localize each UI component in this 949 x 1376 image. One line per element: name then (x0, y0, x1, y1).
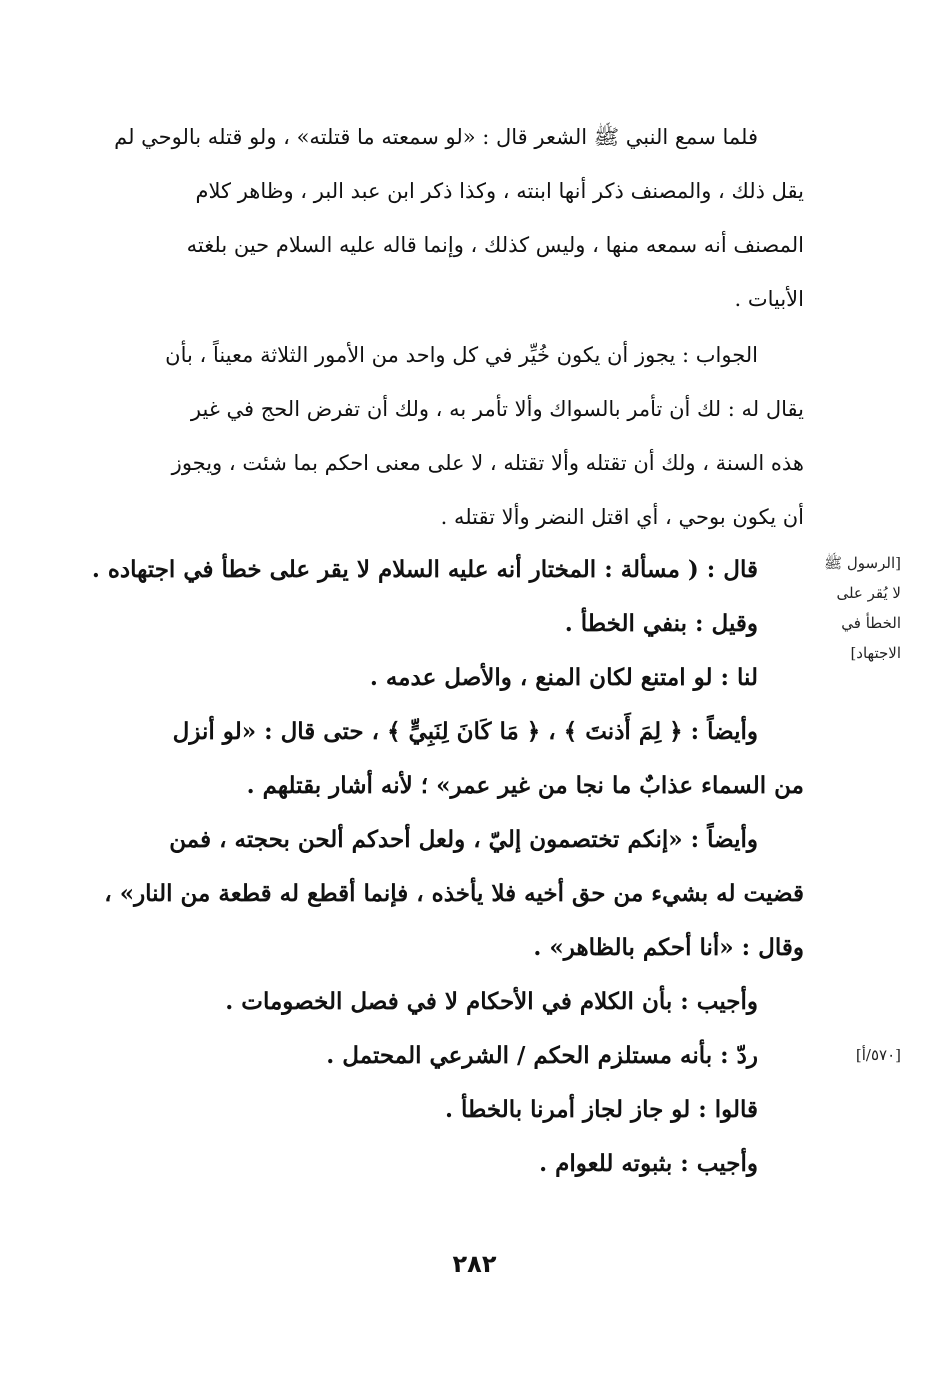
text-line: وأجيب : بأن الكلام في الأحكام لا في فصل الخصومات . (225, 988, 758, 1015)
text-line: أن يكون بوحي ، أي اقتل النضر وألا تقتله . (440, 505, 804, 529)
text-line: يقال له : لك أن تأمر بالسواك وألا تأمر به ، ولك أن تفرض الحج في غير (190, 397, 804, 421)
margin-heading-note: [الرسول ﷺ لا يُقر على الخطأ في الاجتهاد] (824, 554, 901, 662)
text-line: الأبيات . (734, 287, 804, 311)
page-number: ٢٨٢ (452, 1250, 497, 1278)
text-line: وأجيب : بثبوته للعوام . (539, 1150, 758, 1177)
text-line: هذه السنة ، ولك أن تقتله وألا تقتله ، لا على معنى احكم بما شئت ، ويجوز (171, 451, 804, 475)
text-line: قال : ( مسألة : المختار أنه عليه السلام لا يقر على خطأ في اجتهاده . (91, 556, 758, 583)
answer-paragraph (52, 328, 804, 544)
text-line: المصنف أنه سمعه منها ، وليس كذلك ، وإنما قاله عليه السلام حين بلغته (186, 233, 804, 257)
text-line: وقال : «أنا أحكم بالظاهر» . (533, 934, 804, 961)
text-line: وأيضاً : «إنكم تختصمون إليّ ، ولعل أحدكم ألحن بحجته ، فمن (169, 826, 758, 853)
text-line: لنا : لو امتنع لكان المنع ، والأصل عدمه . (369, 664, 758, 691)
text-line: قالوا : لو جاز لجاز أمرنا بالخطأ . (445, 1096, 758, 1123)
text-line: الجواب : يجوز أن يكون خُيِّر في كل واحد من الأمور الثلاثة معيناً ، بأن (165, 343, 758, 367)
text-line: يقل ذلك ، والمصنف ذكر أنها ابنته ، وكذا ذكر ابن عبد البر ، وظاهر كلام (195, 179, 804, 203)
margin-folio-note: [٥٧٠/أ] (855, 1046, 901, 1064)
text-line: وقيل : بنفي الخطأ . (564, 610, 758, 637)
text-line: ردّ : بأنه مستلزم الحكم / الشرعي المحتمل . (326, 1042, 758, 1069)
text-line: من السماء عذابٌ ما نجا من غير عمر» ؛ لأنه أشار بقتلهم . (246, 772, 804, 799)
text-line: قضيت له بشيء من حق أخيه فلا يأخذه ، فإنما أقطع له قطعة من النار» ، (104, 880, 804, 907)
text-line: وأيضاً : ﴿ لِمَ أَذنتَ ﴾ ، ﴿ مَا كَانَ لِنَبِيٍّ ﴾ ، حتى قال : «لو أنزل (172, 718, 758, 745)
issue-section (52, 543, 804, 1191)
intro-paragraph (52, 110, 804, 326)
text-line: فلما سمع النبي ﷺ الشعر قال : «لو سمعته ما قتلته» ، ولو قتله بالوحي لم (114, 125, 758, 149)
